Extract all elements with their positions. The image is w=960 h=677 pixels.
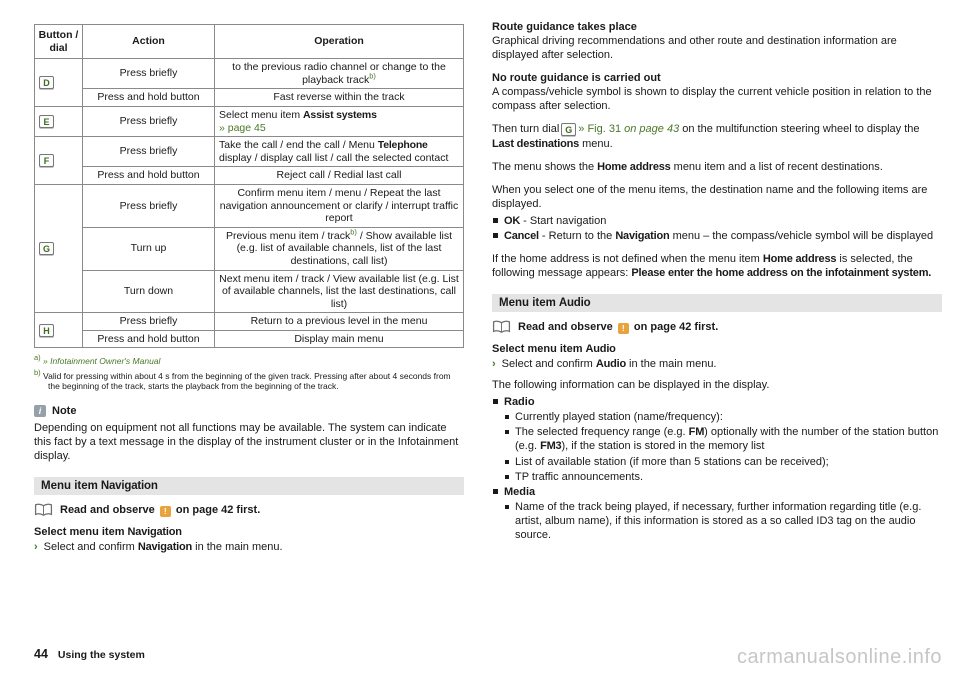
table-header-row xyxy=(35,25,464,59)
select-menu-line xyxy=(34,526,464,538)
step-post: in the main menu. xyxy=(626,358,717,371)
paragraph-turn-dial xyxy=(492,122,942,150)
text: Then turn dial xyxy=(492,123,560,136)
key-g-icon: G xyxy=(39,242,54,255)
read-pre: Read and observe xyxy=(518,320,613,333)
footnote-text: Valid for pressing within about 4 s from the beginning of the given track. Pressing after about 4 seconds from the beginning of the track, starts the playback from the beginning of the track. xyxy=(43,370,451,392)
text: - Start navigation xyxy=(520,214,607,227)
operation-cell: Confirm menu item / menu / Repeat the last navigation announcement or clarify / interrupt traffic report xyxy=(215,184,464,227)
bullet-text xyxy=(515,425,942,453)
operation-text: Take the call / end the call / Menu xyxy=(219,139,378,152)
bullet-text: Currently played station (name/frequency): xyxy=(515,411,723,424)
text: - Return to the xyxy=(538,229,616,242)
select-menu-line xyxy=(492,343,942,355)
header-action: Action xyxy=(83,25,215,59)
bullet-ok xyxy=(492,214,942,228)
operation-text: Select menu item xyxy=(219,108,304,121)
page-number: 44 xyxy=(34,647,48,661)
operation-cell xyxy=(215,227,464,270)
key-d-icon: D xyxy=(39,76,54,89)
note-title: Note xyxy=(52,405,77,417)
paragraph-audio-intro: The following information can be displayed in the display. xyxy=(492,379,770,392)
table-row xyxy=(35,330,464,348)
menu-item-name: FM3 xyxy=(540,440,562,453)
menu-item-name: Navigation xyxy=(615,229,670,242)
key-cell-f xyxy=(35,137,83,185)
read-observe-text xyxy=(60,504,260,517)
menu-item-name: Audio xyxy=(595,358,626,371)
table-row xyxy=(35,167,464,185)
header-button-line2: dial xyxy=(49,41,68,54)
bullet-text xyxy=(504,229,933,243)
action-cell: Press and hold button xyxy=(83,89,215,107)
menu-item-name: Navigation xyxy=(127,526,182,539)
action-cell: Press and hold button xyxy=(83,167,215,185)
action-cell: Press briefly xyxy=(83,313,215,331)
chevron-icon: › xyxy=(34,541,38,554)
section-bar-label: Menu item xyxy=(41,480,98,493)
watermark: carmanualsonline.info xyxy=(736,646,942,668)
menu-item-name: Home address xyxy=(762,253,837,266)
paragraph-route-guidance xyxy=(492,20,942,62)
square-bullet-icon xyxy=(505,505,509,509)
bullet-label: Media xyxy=(504,485,536,498)
square-bullet-icon xyxy=(493,233,498,238)
menu-item-name: OK xyxy=(504,214,521,227)
text: menu – the compass/vehicle symbol will be displayed xyxy=(669,229,934,242)
bullet-radio-item xyxy=(504,455,942,469)
paragraph-title: Route guidance takes place xyxy=(492,21,637,33)
menu-item-name: Last destinations xyxy=(492,137,580,150)
operation-text: display / display call list / call the selected contact xyxy=(219,151,449,164)
key-cell-g xyxy=(35,184,83,312)
step-line xyxy=(492,358,942,370)
table-row xyxy=(35,184,464,227)
menu-item-name: FM xyxy=(688,426,705,439)
table-row xyxy=(35,270,464,313)
square-bullet-icon xyxy=(505,460,509,464)
square-bullet-icon xyxy=(493,218,498,223)
note-body: Depending on equipment not all functions may be available. The system can indicate this fact by a text message in the display of the instrument cluster or in the Infotainment display. xyxy=(34,422,459,463)
bullet-media xyxy=(492,485,942,499)
operation-text: Previous menu item / track xyxy=(225,229,351,242)
bullet-radio-item xyxy=(504,470,942,484)
paragraph-no-route-guidance xyxy=(492,71,942,113)
header-operation: Operation xyxy=(215,25,464,59)
read-observe-line xyxy=(34,503,464,517)
paragraph-body: Graphical driving recommendations and other route and destination information are displayed after selection. xyxy=(492,35,897,62)
operation-cell: Reject call / Redial last call xyxy=(215,167,464,185)
bullet-media-item xyxy=(504,500,942,542)
key-cell-h xyxy=(35,313,83,348)
note-header xyxy=(34,404,464,418)
button-table xyxy=(34,24,464,348)
text: The selected frequency range (e.g. xyxy=(515,426,689,439)
action-cell: Press and hold button xyxy=(83,330,215,348)
read-post: on page 42 first. xyxy=(175,503,261,516)
operation-cell xyxy=(215,106,464,136)
menu-item-name: Navigation xyxy=(137,541,193,554)
menu-item-name: Assist systems xyxy=(303,108,377,121)
key-e-icon: E xyxy=(39,115,54,128)
open-book-icon xyxy=(34,503,53,517)
header-button-line1: Button / xyxy=(38,29,79,41)
key-cell-e xyxy=(35,106,83,136)
left-column xyxy=(34,24,464,561)
footnote-ref: b) xyxy=(350,227,357,237)
square-bullet-icon xyxy=(505,430,509,434)
action-cell: Press briefly xyxy=(83,59,215,89)
operation-text: / Show available list (e.g. list of available channels, list of the last destinations, call list) xyxy=(236,229,453,267)
system-message: Please enter the home address on the infotainment system. xyxy=(631,267,932,280)
text: If the home address is not defined when the menu item xyxy=(492,253,763,266)
bullet-label: Radio xyxy=(504,396,535,409)
bullet-radio-item xyxy=(504,425,942,453)
footnote-b xyxy=(34,368,464,392)
table-row xyxy=(35,137,464,167)
step-post: in the main menu. xyxy=(192,541,283,554)
figure-link: » Fig. 31 xyxy=(578,123,622,136)
square-bullet-icon xyxy=(493,489,498,494)
text: is selected, the following message appears: xyxy=(492,253,913,280)
bullet-radio xyxy=(492,395,942,409)
square-bullet-icon xyxy=(493,399,498,404)
operation-cell: Display main menu xyxy=(215,330,464,348)
key-f-icon: F xyxy=(39,154,54,167)
text: menu. xyxy=(579,137,613,150)
key-h-icon: H xyxy=(39,324,54,337)
footnote-text: » Infotainment Owner's Manual xyxy=(43,356,161,367)
operation-text: to the previous radio channel or change to the playback track xyxy=(232,61,446,86)
table-row xyxy=(35,59,464,89)
operation-cell: Next menu item / track / View available list (e.g. List of available channels, list the last destinations, call list) xyxy=(215,270,464,313)
select-label: Select menu item xyxy=(34,526,128,539)
page-link: » page 45 xyxy=(219,121,266,134)
text: ), if the station is stored in the memory list xyxy=(561,440,765,453)
action-cell: Press briefly xyxy=(83,137,215,167)
square-bullet-icon xyxy=(505,415,509,419)
bullet-cancel xyxy=(492,229,942,243)
action-cell: Press briefly xyxy=(83,184,215,227)
section-bar-name: Navigation xyxy=(100,480,158,493)
page-footer xyxy=(34,647,145,661)
table-row xyxy=(35,227,464,270)
operation-cell xyxy=(215,59,464,89)
key-cell-d xyxy=(35,59,83,107)
text: on the multifunction steering wheel to display the xyxy=(679,123,920,136)
paragraph-home-address xyxy=(492,252,942,280)
operation-cell xyxy=(215,137,464,167)
chevron-icon: › xyxy=(492,358,496,371)
section-bar-navigation xyxy=(34,477,464,495)
footnote-a xyxy=(34,353,464,366)
text: menu item and a list of recent destinations. xyxy=(670,160,883,173)
operation-cell: Return to a previous level in the menu xyxy=(215,313,464,331)
table-row xyxy=(35,313,464,331)
key-g-icon: G xyxy=(561,123,576,136)
page-ref-icon: ! xyxy=(160,506,171,517)
bullet-text: TP traffic announcements. xyxy=(515,470,643,483)
square-bullet-icon xyxy=(505,475,509,479)
section-bar-label: Menu item xyxy=(499,297,556,310)
paragraph-menu-shows xyxy=(492,160,942,174)
step-text xyxy=(44,541,283,553)
footnote-marker: b) xyxy=(34,367,41,377)
menu-item-name: Home address xyxy=(597,160,671,173)
right-column xyxy=(492,20,942,543)
bullet-radio-item xyxy=(504,410,942,424)
read-pre: Read and observe xyxy=(60,503,155,516)
action-cell: Turn down xyxy=(83,270,215,313)
step-text xyxy=(502,358,717,370)
open-book-icon xyxy=(492,320,511,334)
step-line xyxy=(34,541,464,553)
section-bar-audio xyxy=(492,294,942,312)
action-cell: Press briefly xyxy=(83,106,215,136)
footnote-ref: b) xyxy=(369,71,376,81)
bullet-text: Name of the track being played, if necessary, further information regarding title (e.g. artist, album name), if this information is stored as a so called ID3 tag on the audio source. xyxy=(515,500,922,541)
menu-item-name: Telephone xyxy=(377,139,428,152)
info-icon: i xyxy=(34,405,46,417)
step-pre: Select and confirm xyxy=(43,541,138,554)
paragraph-body: A compass/vehicle symbol is shown to display the current vehicle position in relation to the compass after selection. xyxy=(492,86,932,113)
text: ) optionally with the number of the station button (e.g. xyxy=(515,426,939,453)
page-ref-icon: ! xyxy=(618,323,629,334)
header-button-dial xyxy=(35,25,83,59)
figure-link-page: on page 43 xyxy=(621,123,680,136)
paragraph-select-items: When you select one of the menu items, the destination name and the following items are displayed. xyxy=(492,183,928,210)
paragraph-title: No route guidance is carried out xyxy=(492,72,661,85)
text: The menu shows the xyxy=(492,160,598,173)
action-cell: Turn up xyxy=(83,227,215,270)
section-bar-name: Audio xyxy=(558,297,591,310)
operation-cell: Fast reverse within the track xyxy=(215,89,464,107)
bullet-text xyxy=(504,214,606,228)
table-row xyxy=(35,89,464,107)
read-observe-text xyxy=(518,321,718,334)
table-row xyxy=(35,106,464,136)
bullet-text: List of available station (if more than 5 stations can be received); xyxy=(515,455,829,468)
note-block xyxy=(34,404,464,463)
footer-section-label: Using the system xyxy=(57,649,145,661)
footnotes xyxy=(34,353,464,392)
menu-item-name: Cancel xyxy=(504,229,539,242)
footnote-marker: a) xyxy=(34,353,41,363)
read-observe-line xyxy=(492,320,942,334)
read-post: on page 42 first. xyxy=(633,320,719,333)
step-pre: Select and confirm xyxy=(501,358,596,371)
select-label: Select menu item xyxy=(492,343,586,356)
menu-item-name: Audio xyxy=(585,343,616,356)
